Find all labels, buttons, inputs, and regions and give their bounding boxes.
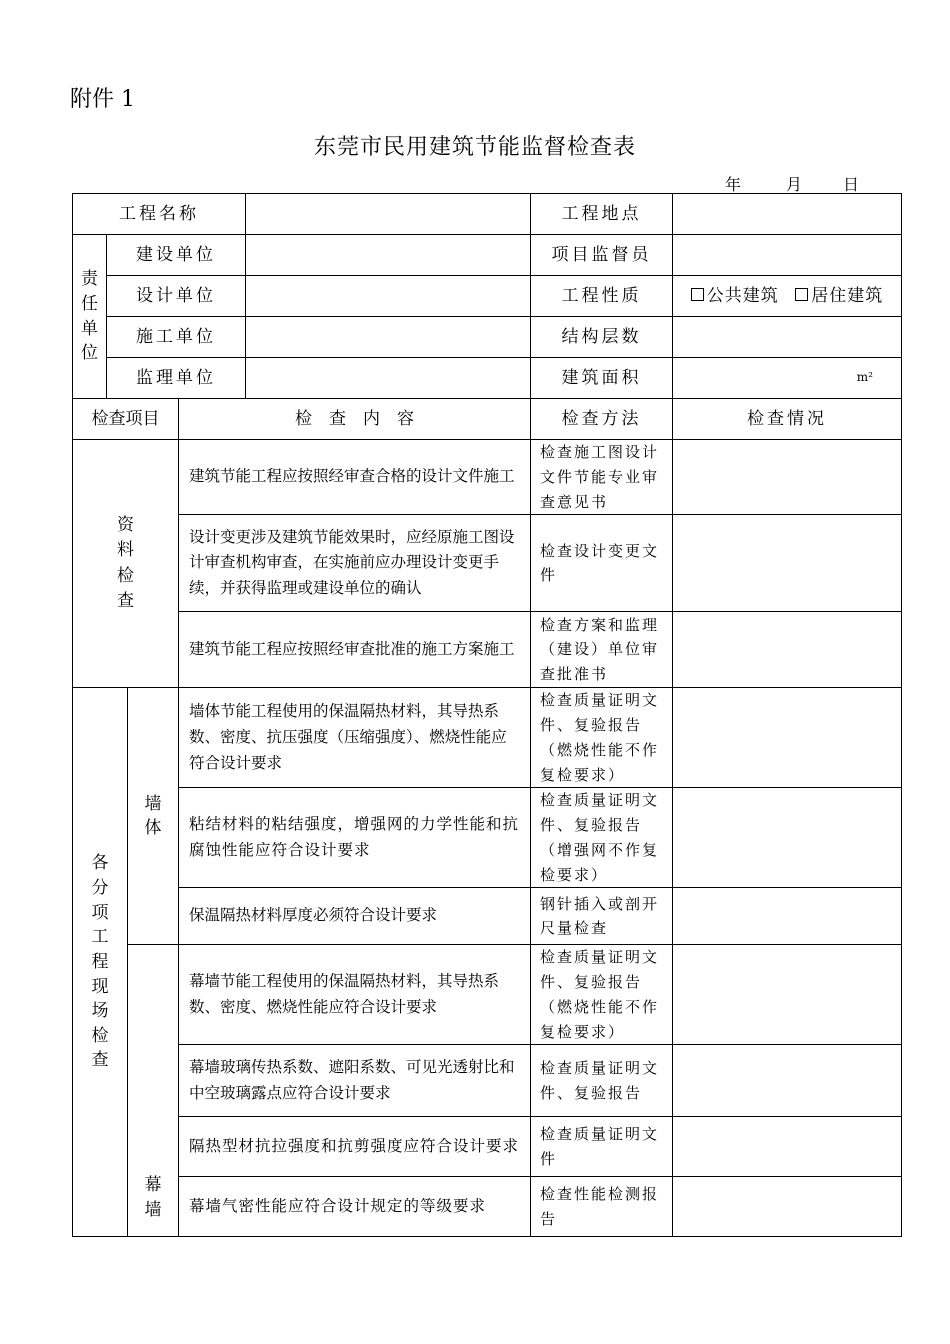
curtain-row-1-method: 检查质量证明文件、复验报告（燃烧性能不作复检要求） xyxy=(531,945,673,1045)
structure-floors-label: 结构层数 xyxy=(531,317,673,358)
doc-section-label xyxy=(73,440,179,688)
project-location-label: 工程地点 xyxy=(531,194,673,235)
wall-row-3-content: 保温隔热材料厚度必须符合设计要求 xyxy=(179,888,531,945)
wall-label xyxy=(128,688,179,945)
wall-row-2-method: 检查质量证明文件、复验报告（增强网不作复检要求） xyxy=(531,788,673,888)
curtain-row-3-status[interactable] xyxy=(673,1117,902,1177)
floor-area-value[interactable] xyxy=(673,358,902,399)
design-unit-value[interactable] xyxy=(246,276,531,317)
resp-units-label xyxy=(73,235,107,399)
design-unit-label: 设计单位 xyxy=(107,276,246,317)
doc-row-3-method: 检查方案和监理（建设）单位审查批准书 xyxy=(531,612,673,688)
construction-unit-label: 建设单位 xyxy=(107,235,246,276)
curtain-row-4-content: 幕墙气密性能应符合设计规定的等级要求 xyxy=(179,1177,531,1237)
public-label: 公共建筑 xyxy=(706,285,779,306)
doc-row-3-status[interactable] xyxy=(673,612,902,688)
floor-area-label: 建筑面积 xyxy=(531,358,673,399)
curtain-row-2-method: 检查质量证明文件、复验报告 xyxy=(531,1045,673,1117)
doc-row-3-content: 建筑节能工程应按照经审查批准的施工方案施工 xyxy=(179,612,531,688)
curtain-row-3-method: 检查质量证明文件 xyxy=(531,1117,673,1177)
wall-row-2-status[interactable] xyxy=(673,788,902,888)
attachment-label: 附件 1 xyxy=(70,87,135,112)
supervisor-value[interactable] xyxy=(673,235,902,276)
date-day: 日 xyxy=(843,175,860,194)
construction-unit-value[interactable] xyxy=(246,235,531,276)
curtain-text: 幕墙 xyxy=(144,1174,162,1220)
doc-row-2-content: 设计变更涉及建筑节能效果时，应经原施工图设计审查机构审查，在实施前应办理设计变更手续，并获得监理或建设单位的确认 xyxy=(179,515,531,612)
wall-row-1-method: 检查质量证明文件、复验报告（燃烧性能不作复检要求） xyxy=(531,688,673,788)
curtain-row-4-status[interactable] xyxy=(673,1177,902,1237)
doc-row-1-method: 检查施工图设计文件节能专业审查意见书 xyxy=(531,440,673,515)
col-method-header: 检查方法 xyxy=(531,399,673,440)
page-title: 东莞市民用建筑节能监督检查表 xyxy=(313,135,636,160)
builder-unit-value[interactable] xyxy=(246,317,531,358)
project-location-value[interactable] xyxy=(673,194,902,235)
project-name-value[interactable] xyxy=(246,194,531,235)
residential-checkbox[interactable] xyxy=(795,288,808,301)
supervisor-label: 项目监督员 xyxy=(531,235,673,276)
doc-row-2-status[interactable] xyxy=(673,515,902,612)
project-name-label: 工程名称 xyxy=(73,194,246,235)
doc-row-2-method: 检查设计变更文件 xyxy=(531,515,673,612)
area-unit: m² xyxy=(856,370,873,385)
wall-text: 墙体 xyxy=(144,793,162,839)
residential-label: 居住建筑 xyxy=(811,285,884,306)
public-checkbox[interactable] xyxy=(691,288,704,301)
curtain-row-2-content: 幕墙玻璃传热系数、遮阳系数、可见光透射比和中空玻璃露点应符合设计要求 xyxy=(179,1045,531,1117)
curtain-row-1-status[interactable] xyxy=(673,945,902,1045)
wall-row-1-content: 墙体节能工程使用的保温隔热材料，其导热系数、密度、抗压强度（压缩强度）、燃烧性能应符合设计要求 xyxy=(179,688,531,788)
col-status-header: 检查情况 xyxy=(673,399,902,440)
wall-row-2-content: 粘结材料的粘结强度，增强网的力学性能和抗腐蚀性能应符合设计要求 xyxy=(179,788,531,888)
site-section-label xyxy=(73,688,128,1237)
wall-row-3-status[interactable] xyxy=(673,888,902,945)
col-content-header: 检 查 内 容 xyxy=(179,399,531,440)
builder-unit-label: 施工单位 xyxy=(107,317,246,358)
nature-label: 工程性质 xyxy=(531,276,673,317)
nature-options xyxy=(673,276,902,317)
site-section-text: 各分项工程现场检查 xyxy=(91,853,109,1071)
curtain-row-1-content: 幕墙节能工程使用的保温隔热材料，其导热系数、密度、燃烧性能应符合设计要求 xyxy=(179,945,531,1045)
doc-row-1-content: 建筑节能工程应按照经审查合格的设计文件施工 xyxy=(179,440,531,515)
curtain-row-2-status[interactable] xyxy=(673,1045,902,1117)
wall-row-1-status[interactable] xyxy=(673,688,902,788)
monitor-unit-value[interactable] xyxy=(246,358,531,399)
resp-units-text: 责任单位 xyxy=(81,269,98,364)
date-month: 月 xyxy=(786,175,803,194)
inspection-table xyxy=(72,193,902,1237)
curtain-row-3-content: 隔热型材抗拉强度和抗剪强度应符合设计要求 xyxy=(179,1117,531,1177)
curtain-row-4-method: 检查性能检测报告 xyxy=(531,1177,673,1237)
monitor-unit-label: 监理单位 xyxy=(107,358,246,399)
doc-row-1-status[interactable] xyxy=(673,440,902,515)
col-item-header: 检查项目 xyxy=(73,399,179,440)
doc-section-text: 资料检查 xyxy=(117,514,134,612)
structure-floors-value[interactable] xyxy=(673,317,902,358)
wall-row-3-method: 钢针插入或剖开尺量检查 xyxy=(531,888,673,945)
date-year: 年 xyxy=(725,175,742,194)
curtain-label xyxy=(128,945,179,1237)
